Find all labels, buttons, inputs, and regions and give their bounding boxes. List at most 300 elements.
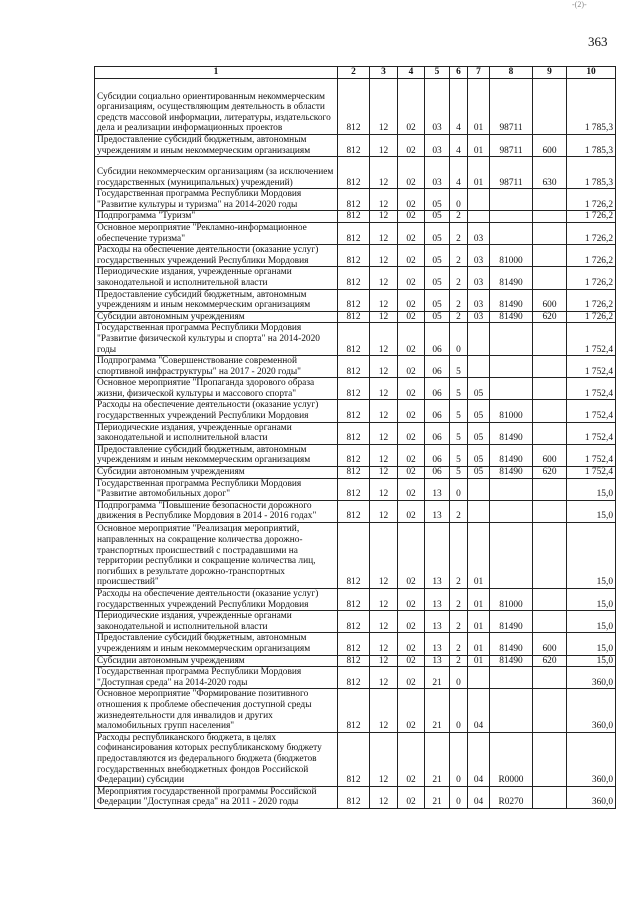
row-cell-4: 02 [398, 323, 425, 356]
row-cell-7 [468, 356, 490, 378]
row-cell-8: 81490 [490, 633, 533, 655]
row-cell-7 [468, 500, 490, 522]
row-cell-6: 2 [450, 267, 468, 289]
row-cell-7 [468, 211, 490, 223]
row-cell-8 [490, 356, 533, 378]
row-cell-10: 360,0 [567, 689, 616, 732]
row-cell-5: 05 [425, 189, 450, 211]
row-cell-8: 81490 [490, 467, 533, 479]
row-cell-5: 06 [425, 356, 450, 378]
table-row [95, 378, 616, 400]
row-cell-4: 02 [398, 633, 425, 655]
row-cell-8: 81490 [490, 267, 533, 289]
table-row [95, 732, 616, 786]
row-cell-3: 12 [370, 732, 398, 786]
row-cell-2: 812 [338, 245, 370, 267]
row-cell-10: 1 785,3 [567, 157, 616, 189]
row-cell-8 [490, 667, 533, 689]
row-cell-5: 21 [425, 667, 450, 689]
row-cell-8: 81490 [490, 289, 533, 311]
row-cell-8 [490, 323, 533, 356]
row-cell-5: 13 [425, 478, 450, 500]
row-cell-4: 02 [398, 378, 425, 400]
row-label: Субсидии автономным учреждениям [95, 467, 338, 479]
row-cell-9 [533, 667, 567, 689]
row-cell-3: 12 [370, 378, 398, 400]
table-row [95, 444, 616, 466]
table-row [95, 323, 616, 356]
row-cell-6: 0 [450, 689, 468, 732]
row-cell-3: 12 [370, 655, 398, 667]
row-cell-4: 02 [398, 444, 425, 466]
row-label: Основное мероприятие "Рекламно-информационное обеспечение туризма" [95, 222, 338, 244]
row-cell-9 [533, 689, 567, 732]
row-cell-5: 06 [425, 444, 450, 466]
row-cell-6: 2 [450, 655, 468, 667]
row-cell-10: 1 726,2 [567, 311, 616, 323]
table-row [95, 786, 616, 808]
row-label: Предоставление субсидий бюджетным, автономным учреждениям и иным некоммерческим организациям [95, 135, 338, 157]
row-cell-3: 12 [370, 689, 398, 732]
row-cell-9: 600 [533, 289, 567, 311]
row-cell-9 [533, 786, 567, 808]
row-label: Периодические издания, учрежденные органами законодательной и исполнительной власти [95, 267, 338, 289]
row-cell-7 [468, 323, 490, 356]
row-cell-8 [490, 689, 533, 732]
row-cell-8: 81490 [490, 444, 533, 466]
column-header: 2 [338, 67, 370, 79]
corner-mark: -(2)- [572, 0, 587, 9]
row-cell-10: 15,0 [567, 478, 616, 500]
row-cell-10: 1 752,4 [567, 378, 616, 400]
row-cell-4: 02 [398, 500, 425, 522]
row-cell-9 [533, 523, 567, 589]
row-cell-5: 05 [425, 222, 450, 244]
row-cell-8: 81490 [490, 655, 533, 667]
row-cell-6: 5 [450, 444, 468, 466]
table-row [95, 667, 616, 689]
row-cell-9 [533, 245, 567, 267]
column-header: 6 [450, 67, 468, 79]
column-header: 10 [567, 67, 616, 79]
row-cell-7: 03 [468, 289, 490, 311]
table-row [95, 135, 616, 157]
row-cell-10: 1 752,4 [567, 323, 616, 356]
row-cell-8: 98711 [490, 135, 533, 157]
table-row [95, 689, 616, 732]
row-cell-3: 12 [370, 222, 398, 244]
row-cell-6: 2 [450, 211, 468, 223]
row-cell-6: 2 [450, 611, 468, 633]
row-cell-9 [533, 323, 567, 356]
table-row [95, 400, 616, 422]
row-cell-2: 812 [338, 633, 370, 655]
row-cell-4: 02 [398, 689, 425, 732]
row-cell-4: 02 [398, 667, 425, 689]
row-label: Основное мероприятие "Формирование позитивного отношения к проблеме обеспечения доступной среды жизнедеятельности для инвалидов и других маломобильных групп населения" [95, 689, 338, 732]
row-cell-10: 1 726,2 [567, 222, 616, 244]
row-label: Предоставление субсидий бюджетным, автономным учреждениям и иным некоммерческим организациям [95, 444, 338, 466]
row-cell-6: 4 [450, 135, 468, 157]
row-cell-4: 02 [398, 79, 425, 135]
column-header: 5 [425, 67, 450, 79]
row-cell-4: 02 [398, 211, 425, 223]
row-cell-8: 81490 [490, 422, 533, 444]
table-row [95, 500, 616, 522]
page-number: 363 [588, 34, 608, 49]
row-cell-5: 13 [425, 500, 450, 522]
row-cell-7 [468, 478, 490, 500]
row-cell-5: 03 [425, 79, 450, 135]
row-cell-8: 81490 [490, 611, 533, 633]
row-cell-7: 03 [468, 311, 490, 323]
row-cell-6: 2 [450, 633, 468, 655]
table-header-row [95, 67, 616, 79]
row-cell-5: 13 [425, 611, 450, 633]
row-cell-10: 360,0 [567, 732, 616, 786]
table-row [95, 611, 616, 633]
row-cell-8 [490, 378, 533, 400]
row-cell-4: 02 [398, 356, 425, 378]
row-cell-7: 05 [468, 400, 490, 422]
row-cell-7: 05 [468, 422, 490, 444]
row-cell-4: 02 [398, 245, 425, 267]
row-cell-8: R0000 [490, 732, 533, 786]
table-body [95, 79, 616, 809]
row-cell-8 [490, 222, 533, 244]
row-cell-2: 812 [338, 211, 370, 223]
row-cell-10: 1 726,2 [567, 189, 616, 211]
row-cell-5: 06 [425, 400, 450, 422]
row-cell-5: 03 [425, 157, 450, 189]
row-cell-7: 01 [468, 611, 490, 633]
row-label: Подпрограмма "Повышение безопасности дорожного движения в Республике Мордовия в 2014 - 2016 годах" [95, 500, 338, 522]
row-cell-10: 1 752,4 [567, 400, 616, 422]
row-cell-7: 01 [468, 157, 490, 189]
row-cell-3: 12 [370, 786, 398, 808]
row-cell-7: 05 [468, 467, 490, 479]
table-row [95, 589, 616, 611]
table-row [95, 189, 616, 211]
row-label: Расходы на обеспечение деятельности (оказание услуг) государственных учреждений Республики Мордовия [95, 245, 338, 267]
row-cell-4: 02 [398, 222, 425, 244]
row-cell-3: 12 [370, 400, 398, 422]
row-cell-7: 01 [468, 589, 490, 611]
row-label: Основное мероприятие "Реализация мероприятий, направленных на сокращение количества дорожно-транспортных происшествий с пострадавшими на территории республики и сокращение количества лиц, погибших в результате дорожно-транспортных происшествий" [95, 523, 338, 589]
row-cell-5: 05 [425, 267, 450, 289]
row-cell-7: 03 [468, 245, 490, 267]
row-cell-7 [468, 189, 490, 211]
table-row [95, 267, 616, 289]
row-cell-7: 04 [468, 689, 490, 732]
column-header: 3 [370, 67, 398, 79]
row-cell-10: 1 726,2 [567, 289, 616, 311]
row-cell-10: 1 752,4 [567, 356, 616, 378]
row-cell-2: 812 [338, 467, 370, 479]
column-header: 8 [490, 67, 533, 79]
row-cell-6: 5 [450, 378, 468, 400]
row-cell-9 [533, 267, 567, 289]
row-cell-8: 81000 [490, 400, 533, 422]
row-cell-6: 5 [450, 422, 468, 444]
row-cell-5: 05 [425, 211, 450, 223]
row-cell-8: 98711 [490, 157, 533, 189]
column-header: 4 [398, 67, 425, 79]
row-cell-9: 620 [533, 655, 567, 667]
row-cell-3: 12 [370, 589, 398, 611]
table-row [95, 655, 616, 667]
row-cell-2: 812 [338, 500, 370, 522]
row-label: Расходы на обеспечение деятельности (оказание услуг) государственных учреждений Республики Мордовия [95, 589, 338, 611]
row-cell-6: 0 [450, 478, 468, 500]
column-header: 7 [468, 67, 490, 79]
row-cell-8 [490, 211, 533, 223]
row-cell-2: 812 [338, 786, 370, 808]
row-cell-6: 2 [450, 523, 468, 589]
row-cell-10: 15,0 [567, 655, 616, 667]
row-cell-6: 5 [450, 400, 468, 422]
row-cell-9 [533, 211, 567, 223]
table-row [95, 79, 616, 135]
row-cell-6: 0 [450, 786, 468, 808]
row-cell-3: 12 [370, 311, 398, 323]
row-cell-2: 812 [338, 478, 370, 500]
row-cell-6: 0 [450, 189, 468, 211]
row-cell-9 [533, 378, 567, 400]
row-cell-10: 1 785,3 [567, 79, 616, 135]
row-cell-2: 812 [338, 444, 370, 466]
row-label: Субсидии социально ориентированным некоммерческим организациям, осуществляющим деятельность в области средств массовой информации, литературы, издательского дела и реализации информационных проектов [95, 79, 338, 135]
table-row [95, 467, 616, 479]
row-cell-5: 05 [425, 289, 450, 311]
column-header: 9 [533, 67, 567, 79]
row-cell-4: 02 [398, 611, 425, 633]
row-cell-4: 02 [398, 732, 425, 786]
row-cell-7: 01 [468, 79, 490, 135]
row-label: Основное мероприятие "Пропаганда здорового образа жизни, физической культуры и массового спорта" [95, 378, 338, 400]
row-cell-3: 12 [370, 79, 398, 135]
row-cell-5: 13 [425, 655, 450, 667]
row-cell-2: 812 [338, 289, 370, 311]
row-cell-9 [533, 79, 567, 135]
row-cell-2: 812 [338, 732, 370, 786]
row-cell-10: 15,0 [567, 611, 616, 633]
row-cell-9: 600 [533, 135, 567, 157]
row-cell-6: 0 [450, 667, 468, 689]
table-row [95, 211, 616, 223]
row-cell-9: 600 [533, 444, 567, 466]
row-cell-4: 02 [398, 478, 425, 500]
row-cell-3: 12 [370, 444, 398, 466]
row-cell-3: 12 [370, 478, 398, 500]
row-cell-4: 02 [398, 157, 425, 189]
row-cell-8: 81490 [490, 311, 533, 323]
row-label: Периодические издания, учрежденные органами законодательной и исполнительной власти [95, 422, 338, 444]
row-cell-2: 812 [338, 267, 370, 289]
row-cell-10: 1 726,2 [567, 267, 616, 289]
row-cell-4: 02 [398, 523, 425, 589]
table-row [95, 523, 616, 589]
row-cell-5: 05 [425, 311, 450, 323]
row-cell-10: 15,0 [567, 633, 616, 655]
row-label: Субсидии некоммерческим организациям (за исключением государственных (муниципальных) учреждений) [95, 157, 338, 189]
row-label: Расходы на обеспечение деятельности (оказание услуг) государственных учреждений Республики Мордовия [95, 400, 338, 422]
row-cell-3: 12 [370, 267, 398, 289]
row-cell-6: 2 [450, 245, 468, 267]
row-cell-8: 98711 [490, 79, 533, 135]
table-row [95, 422, 616, 444]
row-cell-2: 812 [338, 667, 370, 689]
row-cell-9 [533, 500, 567, 522]
row-label: Периодические издания, учрежденные органами законодательной и исполнительной власти [95, 611, 338, 633]
row-cell-6: 4 [450, 79, 468, 135]
row-cell-3: 12 [370, 633, 398, 655]
row-cell-2: 812 [338, 378, 370, 400]
table-row [95, 633, 616, 655]
row-cell-10: 1 726,2 [567, 211, 616, 223]
column-header: 1 [95, 67, 338, 79]
row-cell-8 [490, 523, 533, 589]
row-cell-10: 15,0 [567, 589, 616, 611]
row-cell-7: 01 [468, 135, 490, 157]
row-cell-3: 12 [370, 356, 398, 378]
row-cell-10: 360,0 [567, 667, 616, 689]
row-cell-10: 1 752,4 [567, 467, 616, 479]
row-label: Расходы республиканского бюджета, в целях софинансирования которых республиканскому бюджету предоставляются из федерального бюджета (бюджетов государственных внебюджетных фондов Российской Федерации) субсидии [95, 732, 338, 786]
row-cell-6: 2 [450, 311, 468, 323]
row-cell-2: 812 [338, 311, 370, 323]
row-cell-5: 05 [425, 245, 450, 267]
table-row [95, 311, 616, 323]
row-cell-6: 0 [450, 732, 468, 786]
row-cell-7: 01 [468, 655, 490, 667]
table-row [95, 157, 616, 189]
table-row [95, 245, 616, 267]
table-row [95, 356, 616, 378]
row-cell-5: 03 [425, 135, 450, 157]
row-cell-3: 12 [370, 667, 398, 689]
row-label: Государственная программа Республики Мордовия "Доступная среда" на 2014-2020 годы [95, 667, 338, 689]
row-cell-5: 06 [425, 323, 450, 356]
row-cell-4: 02 [398, 786, 425, 808]
row-cell-6: 5 [450, 467, 468, 479]
row-cell-8 [490, 189, 533, 211]
row-cell-9 [533, 189, 567, 211]
row-cell-10: 1 726,2 [567, 245, 616, 267]
row-cell-7: 05 [468, 444, 490, 466]
row-cell-7: 03 [468, 222, 490, 244]
row-cell-4: 02 [398, 189, 425, 211]
row-cell-2: 812 [338, 689, 370, 732]
row-cell-2: 812 [338, 135, 370, 157]
row-cell-4: 02 [398, 267, 425, 289]
row-cell-4: 02 [398, 400, 425, 422]
row-cell-2: 812 [338, 589, 370, 611]
row-cell-3: 12 [370, 245, 398, 267]
row-label: Подпрограмма "Туризм" [95, 211, 338, 223]
row-cell-3: 12 [370, 211, 398, 223]
row-cell-6: 2 [450, 589, 468, 611]
row-cell-10: 360,0 [567, 786, 616, 808]
row-cell-2: 812 [338, 323, 370, 356]
row-cell-9: 630 [533, 157, 567, 189]
row-cell-6: 2 [450, 289, 468, 311]
row-cell-5: 21 [425, 786, 450, 808]
row-label: Мероприятия государственной программы Российской Федерации "Доступная среда" на 2011 - 2020 годы [95, 786, 338, 808]
row-cell-2: 812 [338, 356, 370, 378]
row-label: Подпрограмма "Совершенствование современной спортивной инфраструктуры" на 2017 - 2020 годы" [95, 356, 338, 378]
row-cell-5: 13 [425, 589, 450, 611]
row-cell-10: 1 752,4 [567, 444, 616, 466]
row-cell-2: 812 [338, 400, 370, 422]
row-cell-2: 812 [338, 189, 370, 211]
row-cell-8: 81000 [490, 589, 533, 611]
row-cell-3: 12 [370, 323, 398, 356]
row-cell-9 [533, 356, 567, 378]
row-cell-3: 12 [370, 289, 398, 311]
row-cell-3: 12 [370, 467, 398, 479]
row-cell-3: 12 [370, 523, 398, 589]
row-cell-2: 812 [338, 79, 370, 135]
row-cell-9: 620 [533, 311, 567, 323]
row-label: Государственная программа Республики Мордовия "Развитие автомобильных дорог" [95, 478, 338, 500]
row-cell-8 [490, 478, 533, 500]
row-cell-10: 1 785,3 [567, 135, 616, 157]
row-cell-9 [533, 400, 567, 422]
table-row [95, 478, 616, 500]
row-cell-3: 12 [370, 189, 398, 211]
row-cell-4: 02 [398, 589, 425, 611]
row-cell-4: 02 [398, 467, 425, 479]
row-cell-5: 21 [425, 732, 450, 786]
row-cell-6: 2 [450, 222, 468, 244]
row-label: Субсидии автономным учреждениям [95, 655, 338, 667]
row-cell-2: 812 [338, 422, 370, 444]
row-cell-9 [533, 422, 567, 444]
row-cell-10: 1 752,4 [567, 422, 616, 444]
row-cell-2: 812 [338, 655, 370, 667]
row-cell-7: 01 [468, 633, 490, 655]
row-cell-3: 12 [370, 611, 398, 633]
row-cell-6: 4 [450, 157, 468, 189]
row-label: Предоставление субсидий бюджетным, автономным учреждениям и иным некоммерческим организациям [95, 633, 338, 655]
row-cell-2: 812 [338, 523, 370, 589]
row-cell-3: 12 [370, 135, 398, 157]
row-label: Государственная программа Республики Мордовия "Развитие физической культуры и спорта" на 2014-2020 годы [95, 323, 338, 356]
table-row [95, 222, 616, 244]
row-cell-7: 03 [468, 267, 490, 289]
row-cell-9 [533, 478, 567, 500]
row-cell-4: 02 [398, 289, 425, 311]
row-label: Субсидии автономным учреждениям [95, 311, 338, 323]
row-cell-8 [490, 500, 533, 522]
row-cell-3: 12 [370, 157, 398, 189]
table-row [95, 289, 616, 311]
row-cell-6: 5 [450, 356, 468, 378]
row-cell-5: 06 [425, 467, 450, 479]
row-cell-5: 21 [425, 689, 450, 732]
row-cell-9 [533, 589, 567, 611]
row-cell-5: 06 [425, 422, 450, 444]
row-cell-5: 13 [425, 523, 450, 589]
budget-table [94, 66, 616, 809]
row-label: Предоставление субсидий бюджетным, автономным учреждениям и иным некоммерческим организациям [95, 289, 338, 311]
row-cell-3: 12 [370, 500, 398, 522]
row-cell-2: 812 [338, 611, 370, 633]
row-cell-9 [533, 611, 567, 633]
row-cell-7: 04 [468, 786, 490, 808]
row-cell-4: 02 [398, 311, 425, 323]
